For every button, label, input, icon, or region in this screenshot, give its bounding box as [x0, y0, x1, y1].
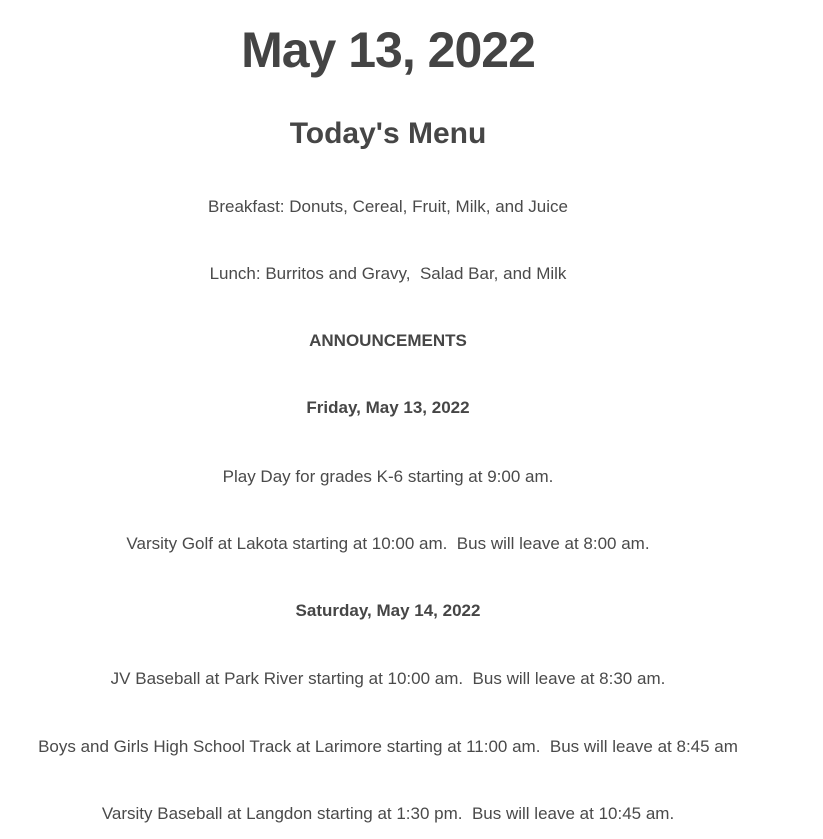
day-heading-friday: Friday, May 13, 2022 [306, 398, 470, 417]
page-title: May 13, 2022 [241, 22, 535, 78]
announcement-item: Varsity Baseball at Langdon starting at 1:30 pm. Bus will leave at 10:45 am. [101, 804, 675, 823]
lunch-menu: Lunch: Burritos and Gravy, Salad Bar, and Milk [209, 264, 567, 283]
announcement-item: JV Baseball at Park River starting at 10:00 am. Bus will leave at 8:30 am. [110, 669, 666, 688]
announcement-item: Play Day for grades K-6 starting at 9:00 am. [222, 467, 554, 486]
menu-heading: Today's Menu [289, 117, 487, 150]
day-heading-saturday: Saturday, May 14, 2022 [295, 601, 481, 620]
announcement-item: Boys and Girls High School Track at Larimore starting at 11:00 am. Bus will leave at 8:45 am [38, 737, 738, 756]
announcements-heading: ANNOUNCEMENTS [309, 331, 467, 350]
announcement-item: Varsity Golf at Lakota starting at 10:00 am. Bus will leave at 8:00 am. [126, 534, 650, 553]
breakfast-menu: Breakfast: Donuts, Cereal, Fruit, Milk, and Juice [208, 197, 568, 216]
